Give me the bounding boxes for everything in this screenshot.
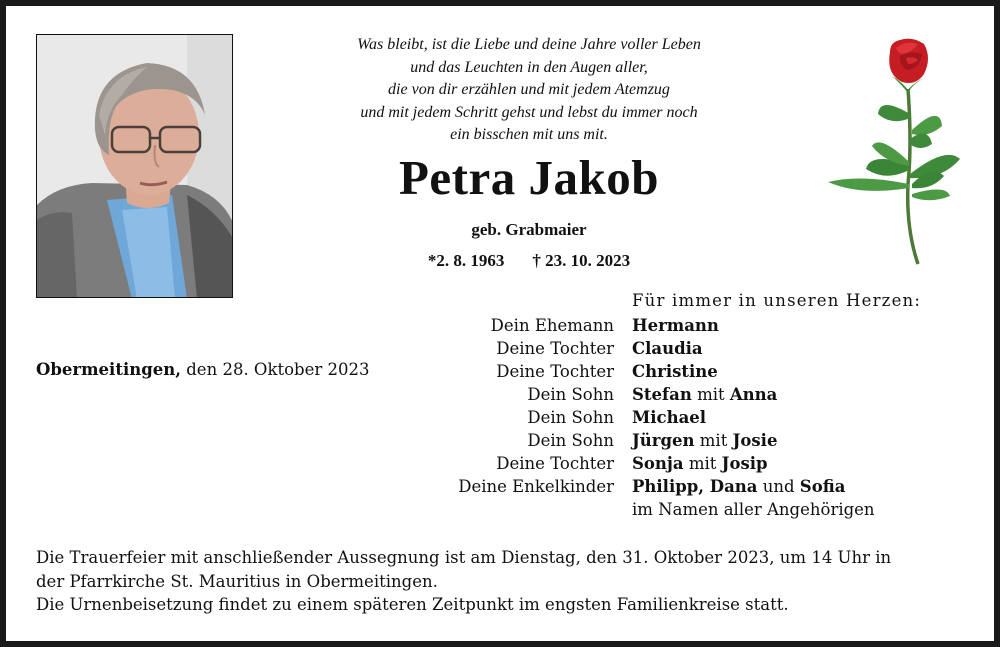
mourner-names bbox=[632, 475, 845, 498]
funeral-notice bbox=[36, 546, 976, 617]
poem-line: ein bisschen mit uns mit. bbox=[450, 126, 608, 143]
conjunction: und bbox=[757, 477, 800, 496]
conjunction: mit bbox=[694, 431, 733, 450]
place-date bbox=[36, 360, 369, 379]
funeral-notice-line: der Pfarrkirche St. Mauritius in Obermeitingen. bbox=[36, 571, 438, 591]
mourner-row bbox=[400, 498, 980, 521]
mourner-row bbox=[400, 314, 980, 337]
conjunction: mit bbox=[683, 454, 722, 473]
relation-label: Dein Ehemann bbox=[490, 316, 614, 335]
maiden-name: geb. Grabmaier bbox=[471, 220, 587, 239]
poem-line: und mit jedem Schritt gehst und lebst du immer noch bbox=[360, 103, 698, 121]
funeral-notice-line: Die Urnenbeisetzung findet zu einem späteren Zeitpunkt im engsten Familienkreise statt. bbox=[36, 595, 789, 614]
relation-label: Dein Sohn bbox=[527, 385, 614, 404]
mourner-row bbox=[400, 475, 980, 498]
notice-date: den 28. Oktober 2023 bbox=[186, 360, 370, 379]
relation-label: Deine Tochter bbox=[496, 362, 614, 381]
mourner-names bbox=[632, 383, 777, 406]
mourner-row bbox=[400, 360, 980, 383]
mourner-name: Hermann bbox=[632, 316, 719, 335]
relation-label: Deine Tochter bbox=[496, 339, 614, 358]
mourner-names bbox=[632, 406, 706, 429]
relation-label: Deine Enkelkinder bbox=[458, 477, 614, 496]
relation-label: Dein Sohn bbox=[527, 431, 614, 450]
memorial-poem bbox=[270, 34, 788, 147]
place-city: Obermeitingen, bbox=[36, 360, 181, 379]
mourner-row bbox=[400, 383, 980, 406]
mourner-row bbox=[400, 406, 980, 429]
mourner-row bbox=[400, 429, 980, 452]
red-rose-icon bbox=[820, 34, 970, 270]
conjunction: mit bbox=[691, 385, 730, 404]
deceased-name: Petra Jakob bbox=[399, 150, 659, 205]
portrait-photo bbox=[36, 34, 233, 298]
birth-date: *2. 8. 1963 bbox=[427, 251, 505, 270]
mourner-names bbox=[632, 314, 719, 337]
death-date: † 23. 10. 2023 bbox=[532, 251, 631, 270]
relation-label: Deine Tochter bbox=[496, 454, 614, 473]
mourners-heading: Für immer in unseren Herzen: bbox=[632, 291, 922, 310]
mourner-name: Jürgen bbox=[632, 431, 695, 450]
partner-name: Anna bbox=[729, 385, 778, 404]
funeral-notice-line: Die Trauerfeier mit anschließender Aussegnung ist am Dienstag, den 31. Oktober 2023, um 14 Uhr in bbox=[36, 548, 892, 567]
mourner-name: Stefan bbox=[632, 385, 692, 404]
mourner-row bbox=[400, 337, 980, 360]
relation-label-empty bbox=[400, 498, 614, 521]
mourner-names bbox=[632, 452, 768, 475]
partner-name: Josip bbox=[721, 454, 768, 473]
mourner-name: Claudia bbox=[632, 339, 703, 358]
mourner-name: Christine bbox=[632, 362, 718, 381]
mourner-row bbox=[400, 452, 980, 475]
mourners-list bbox=[400, 314, 980, 521]
mourner-name: Michael bbox=[632, 408, 707, 427]
mourner-name: Sonja bbox=[632, 454, 684, 473]
life-dates bbox=[270, 250, 788, 272]
mourner-names bbox=[632, 337, 703, 360]
mourner-name: Philipp, Dana bbox=[632, 477, 758, 496]
mourner-names bbox=[632, 429, 777, 452]
mourner-names bbox=[632, 360, 718, 383]
poem-line: und das Leuchten in den Augen aller, bbox=[410, 58, 648, 76]
poem-line: die von dir erzählen und mit jedem Atemzug bbox=[388, 81, 670, 98]
partner-name: Sofia bbox=[799, 477, 846, 496]
mourners-footer: im Namen aller Angehörigen bbox=[632, 500, 875, 519]
poem-line: Was bleibt, ist die Liebe und deine Jahre voller Leben bbox=[357, 36, 701, 53]
relation-label: Dein Sohn bbox=[527, 408, 614, 427]
partner-name: Josie bbox=[732, 431, 778, 450]
